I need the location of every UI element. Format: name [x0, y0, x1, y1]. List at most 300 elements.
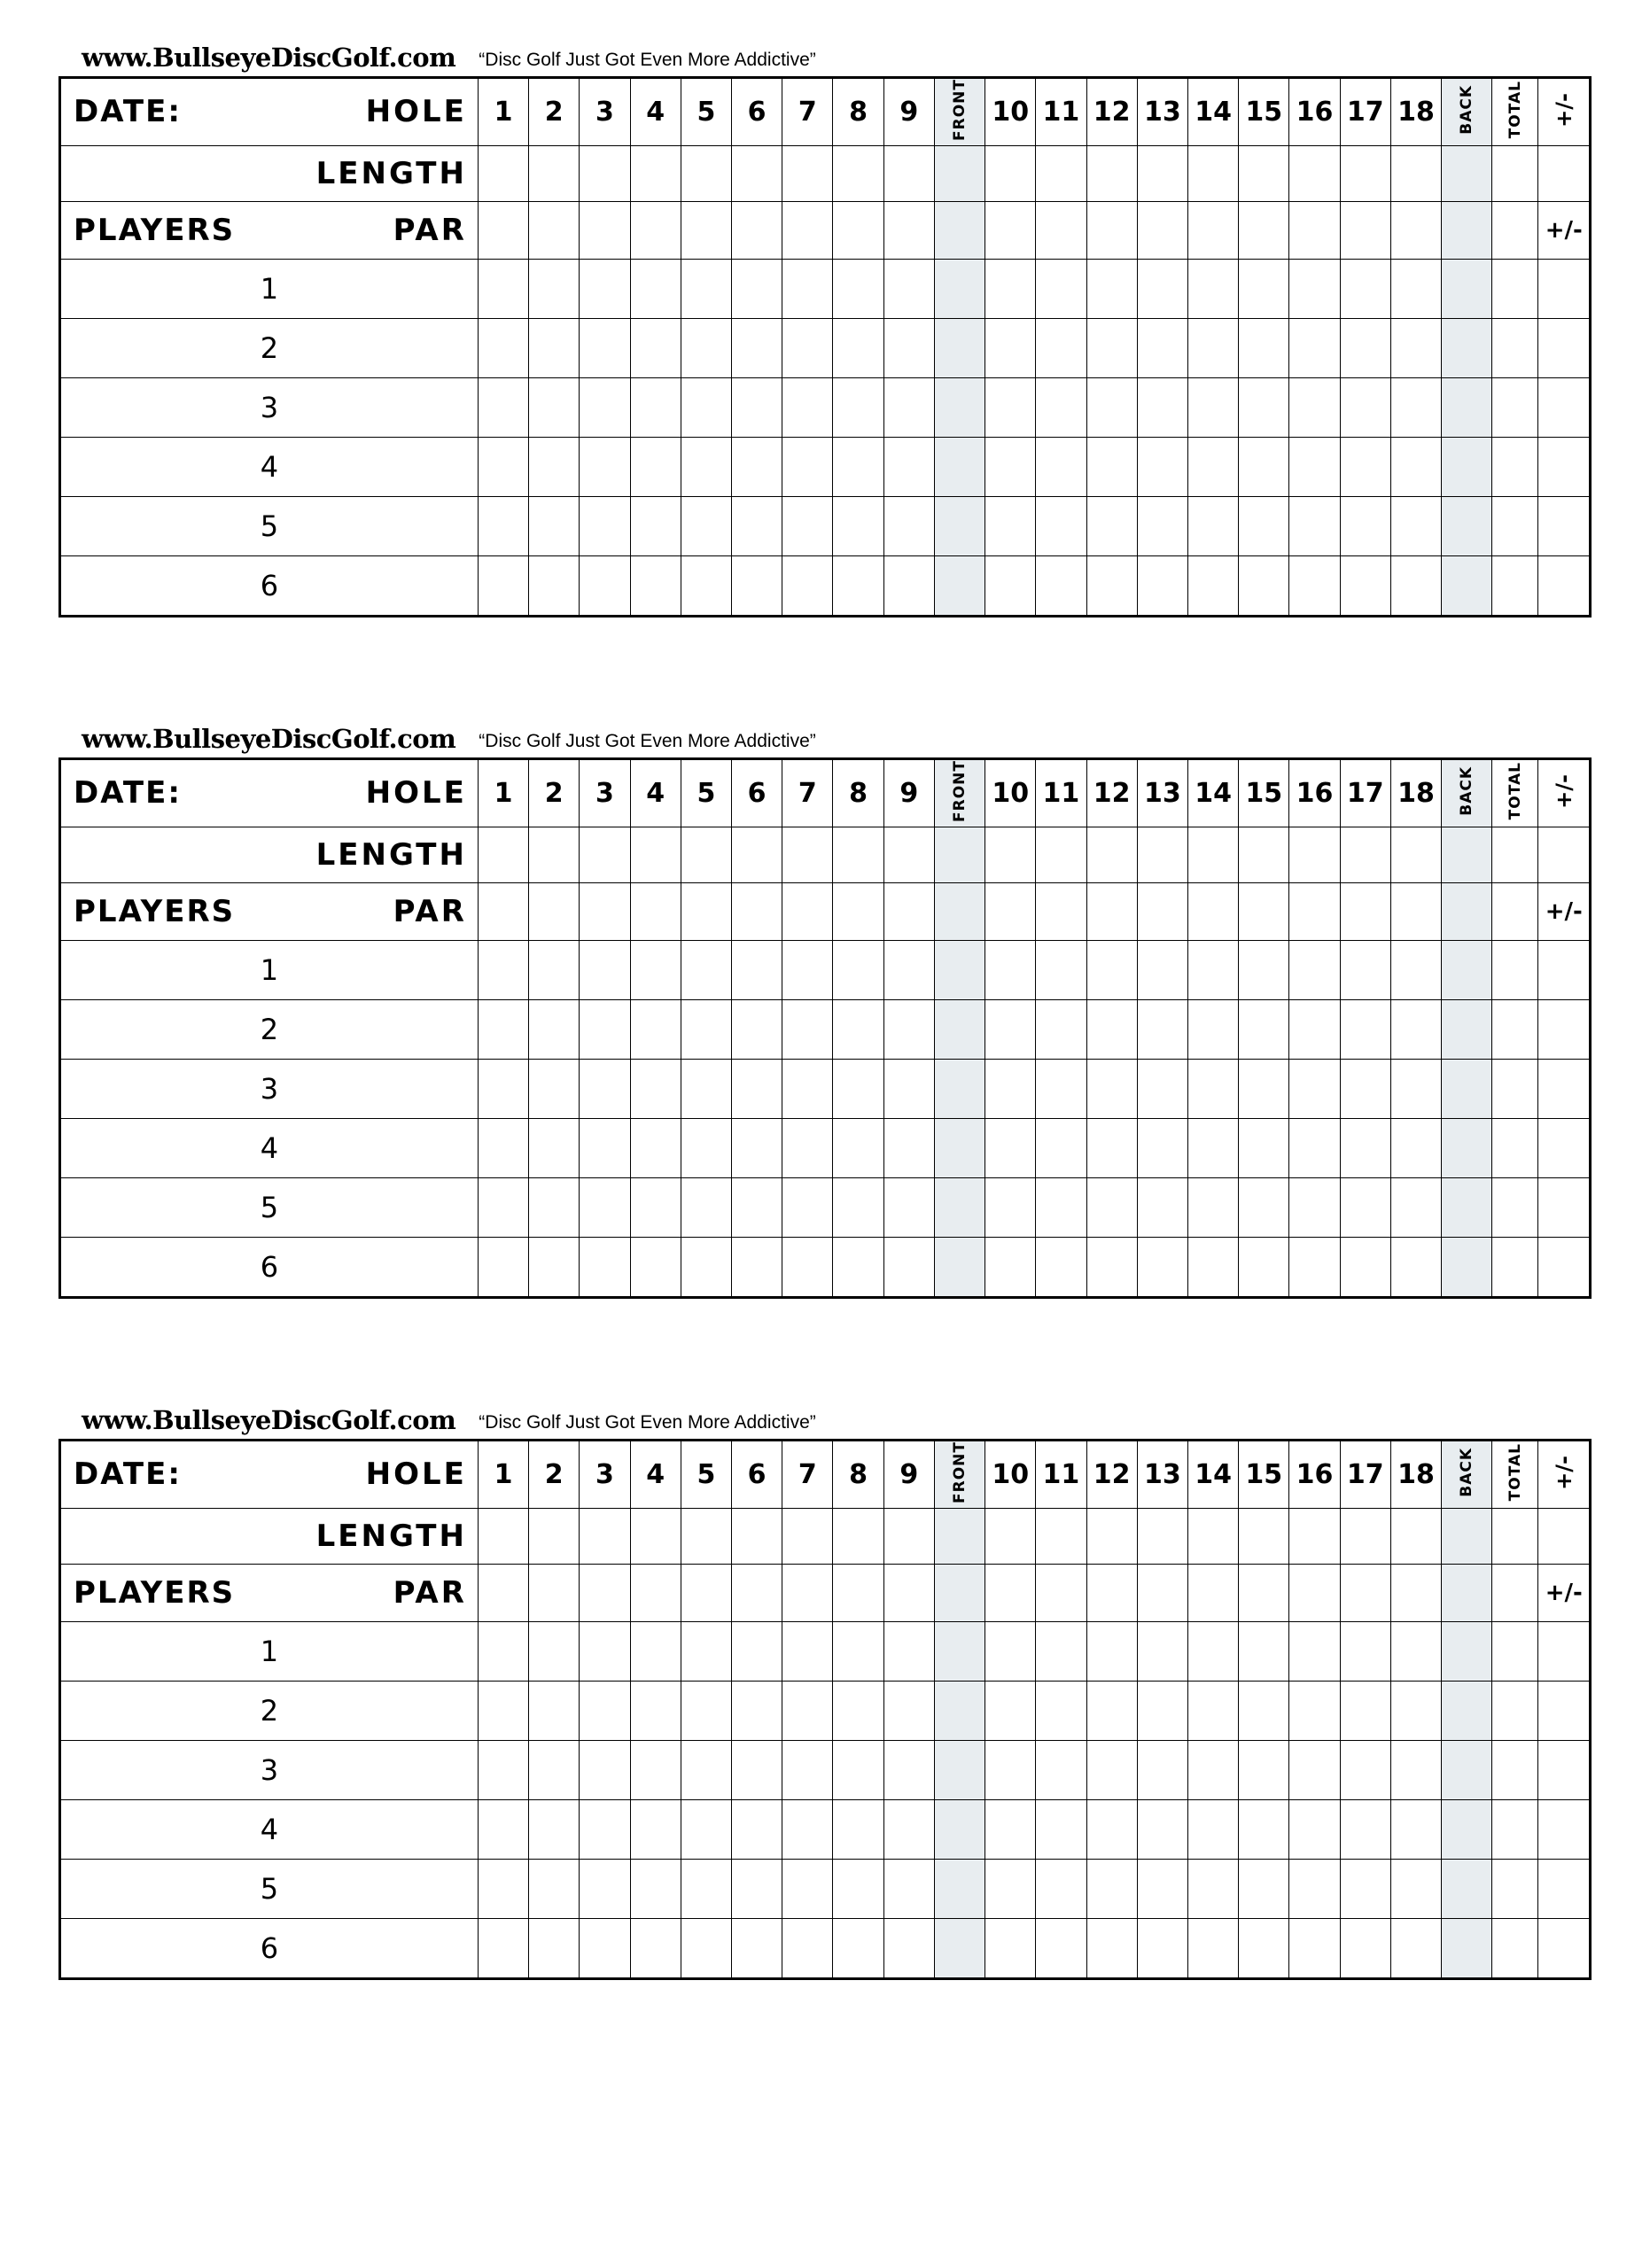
front-total-cell[interactable]: [934, 437, 985, 496]
score-cell[interactable]: [529, 1859, 580, 1918]
score-cell[interactable]: [1390, 999, 1441, 1059]
score-cell[interactable]: [580, 999, 630, 1059]
score-cell[interactable]: [1137, 940, 1187, 999]
length-cell[interactable]: [681, 145, 731, 201]
length-cell[interactable]: [1187, 145, 1238, 201]
back-total-cell[interactable]: [1442, 1059, 1492, 1118]
par-cell[interactable]: [732, 201, 782, 259]
front-total-cell[interactable]: [934, 1237, 985, 1297]
length-cell[interactable]: [1239, 1508, 1289, 1564]
length-cell[interactable]: [1340, 827, 1390, 882]
score-cell[interactable]: [985, 1740, 1036, 1799]
score-cell[interactable]: [1340, 1859, 1390, 1918]
length-cell[interactable]: [833, 1508, 883, 1564]
score-cell[interactable]: [782, 555, 833, 616]
back-total-cell[interactable]: [1442, 318, 1492, 377]
plus-minus-cell[interactable]: [1538, 1177, 1591, 1237]
front-total-cell[interactable]: [934, 1799, 985, 1859]
score-cell[interactable]: [1340, 999, 1390, 1059]
score-cell[interactable]: [1390, 259, 1441, 318]
score-cell[interactable]: [1390, 1621, 1441, 1681]
length-cell[interactable]: [1036, 1508, 1086, 1564]
score-cell[interactable]: [782, 1799, 833, 1859]
score-cell[interactable]: [1036, 318, 1086, 377]
score-cell[interactable]: [782, 1177, 833, 1237]
plus-minus-cell[interactable]: [1538, 377, 1591, 437]
length-cell[interactable]: [883, 145, 934, 201]
score-cell[interactable]: [1086, 1799, 1137, 1859]
score-cell[interactable]: [782, 1859, 833, 1918]
player-name-cell[interactable]: [478, 1118, 528, 1177]
score-cell[interactable]: [833, 437, 883, 496]
par-cell[interactable]: [1289, 1564, 1340, 1621]
score-cell[interactable]: [782, 496, 833, 555]
score-cell[interactable]: [985, 1799, 1036, 1859]
score-cell[interactable]: [1137, 259, 1187, 318]
score-cell[interactable]: [985, 259, 1036, 318]
score-cell[interactable]: [732, 940, 782, 999]
par-cell[interactable]: [1137, 1564, 1187, 1621]
back-total-cell[interactable]: [1442, 1799, 1492, 1859]
back-total-cell[interactable]: [1442, 437, 1492, 496]
score-cell[interactable]: [732, 318, 782, 377]
par-cell[interactable]: [1086, 1564, 1137, 1621]
player-name-cell[interactable]: [478, 1237, 528, 1297]
score-cell[interactable]: [681, 1918, 731, 1978]
total-cell[interactable]: [1492, 1918, 1538, 1978]
back-total-cell[interactable]: [1442, 1118, 1492, 1177]
length-total-cell[interactable]: [1492, 145, 1538, 201]
score-cell[interactable]: [1086, 496, 1137, 555]
score-cell[interactable]: [1289, 940, 1340, 999]
score-cell[interactable]: [1187, 1740, 1238, 1799]
score-cell[interactable]: [1036, 437, 1086, 496]
score-cell[interactable]: [1340, 1681, 1390, 1740]
par-cell[interactable]: [833, 1564, 883, 1621]
score-cell[interactable]: [1187, 259, 1238, 318]
front-total-cell[interactable]: [934, 1859, 985, 1918]
score-cell[interactable]: [782, 1681, 833, 1740]
front-total-cell[interactable]: [934, 940, 985, 999]
score-cell[interactable]: [1036, 259, 1086, 318]
score-cell[interactable]: [630, 1118, 681, 1177]
back-total-cell[interactable]: [1442, 496, 1492, 555]
score-cell[interactable]: [630, 259, 681, 318]
score-cell[interactable]: [1187, 1177, 1238, 1237]
score-cell[interactable]: [1239, 1059, 1289, 1118]
score-cell[interactable]: [1137, 1918, 1187, 1978]
score-cell[interactable]: [985, 1177, 1036, 1237]
score-cell[interactable]: [1036, 1918, 1086, 1978]
length-cell[interactable]: [630, 1508, 681, 1564]
score-cell[interactable]: [1137, 1740, 1187, 1799]
score-cell[interactable]: [630, 1621, 681, 1681]
total-cell[interactable]: [1492, 496, 1538, 555]
score-cell[interactable]: [1340, 555, 1390, 616]
score-cell[interactable]: [1187, 1799, 1238, 1859]
par-cell[interactable]: [782, 201, 833, 259]
length-cell[interactable]: [1137, 1508, 1187, 1564]
score-cell[interactable]: [1187, 1918, 1238, 1978]
score-cell[interactable]: [782, 437, 833, 496]
score-cell[interactable]: [1036, 1059, 1086, 1118]
par-total-cell[interactable]: [1492, 201, 1538, 259]
par-cell[interactable]: [681, 201, 731, 259]
score-cell[interactable]: [1390, 377, 1441, 437]
score-cell[interactable]: [1187, 1237, 1238, 1297]
score-cell[interactable]: [833, 1918, 883, 1978]
score-cell[interactable]: [883, 1621, 934, 1681]
score-cell[interactable]: [529, 1621, 580, 1681]
par-front-total-cell[interactable]: [934, 1564, 985, 1621]
length-cell[interactable]: [1036, 827, 1086, 882]
par-cell[interactable]: [1289, 882, 1340, 940]
score-cell[interactable]: [1239, 940, 1289, 999]
length-cell[interactable]: [883, 827, 934, 882]
length-plus-minus-cell[interactable]: [1538, 1508, 1591, 1564]
plus-minus-cell[interactable]: [1538, 940, 1591, 999]
length-cell[interactable]: [985, 145, 1036, 201]
length-cell[interactable]: [1086, 827, 1137, 882]
score-cell[interactable]: [1340, 496, 1390, 555]
front-total-cell[interactable]: [934, 377, 985, 437]
score-cell[interactable]: [1187, 496, 1238, 555]
length-front-total-cell[interactable]: [934, 145, 985, 201]
score-cell[interactable]: [580, 1681, 630, 1740]
total-cell[interactable]: [1492, 1740, 1538, 1799]
total-cell[interactable]: [1492, 940, 1538, 999]
score-cell[interactable]: [630, 1859, 681, 1918]
score-cell[interactable]: [681, 437, 731, 496]
score-cell[interactable]: [732, 1918, 782, 1978]
plus-minus-cell[interactable]: [1538, 259, 1591, 318]
score-cell[interactable]: [1239, 1621, 1289, 1681]
score-cell[interactable]: [1390, 496, 1441, 555]
score-cell[interactable]: [883, 437, 934, 496]
score-cell[interactable]: [681, 318, 731, 377]
score-cell[interactable]: [1390, 1177, 1441, 1237]
score-cell[interactable]: [732, 1621, 782, 1681]
score-cell[interactable]: [1239, 377, 1289, 437]
score-cell[interactable]: [630, 1918, 681, 1978]
back-total-cell[interactable]: [1442, 1918, 1492, 1978]
length-cell[interactable]: [1036, 145, 1086, 201]
par-cell[interactable]: [1086, 882, 1137, 940]
back-total-cell[interactable]: [1442, 1177, 1492, 1237]
score-cell[interactable]: [630, 437, 681, 496]
score-cell[interactable]: [580, 496, 630, 555]
back-total-cell[interactable]: [1442, 999, 1492, 1059]
par-cell[interactable]: [782, 882, 833, 940]
score-cell[interactable]: [732, 1859, 782, 1918]
score-cell[interactable]: [1086, 940, 1137, 999]
length-cell[interactable]: [681, 1508, 731, 1564]
score-cell[interactable]: [985, 999, 1036, 1059]
score-cell[interactable]: [1187, 1118, 1238, 1177]
score-cell[interactable]: [681, 259, 731, 318]
score-cell[interactable]: [1086, 1177, 1137, 1237]
score-cell[interactable]: [1187, 437, 1238, 496]
plus-minus-cell[interactable]: [1538, 1740, 1591, 1799]
back-total-cell[interactable]: [1442, 259, 1492, 318]
player-name-cell[interactable]: [478, 1681, 528, 1740]
score-cell[interactable]: [782, 1740, 833, 1799]
length-cell[interactable]: [1239, 145, 1289, 201]
score-cell[interactable]: [1036, 1799, 1086, 1859]
score-cell[interactable]: [1086, 259, 1137, 318]
par-cell[interactable]: [630, 882, 681, 940]
front-total-cell[interactable]: [934, 1681, 985, 1740]
score-cell[interactable]: [833, 1118, 883, 1177]
score-cell[interactable]: [1390, 940, 1441, 999]
score-cell[interactable]: [630, 496, 681, 555]
length-cell[interactable]: [732, 827, 782, 882]
plus-minus-cell[interactable]: [1538, 1118, 1591, 1177]
par-cell[interactable]: [985, 1564, 1036, 1621]
score-cell[interactable]: [1289, 1740, 1340, 1799]
score-cell[interactable]: [580, 555, 630, 616]
score-cell[interactable]: [1137, 1681, 1187, 1740]
back-total-cell[interactable]: [1442, 1237, 1492, 1297]
length-cell[interactable]: [529, 1508, 580, 1564]
total-cell[interactable]: [1492, 318, 1538, 377]
length-cell[interactable]: [681, 827, 731, 882]
score-cell[interactable]: [883, 1740, 934, 1799]
par-cell[interactable]: [529, 882, 580, 940]
player-name-cell[interactable]: [478, 496, 528, 555]
score-cell[interactable]: [630, 999, 681, 1059]
score-cell[interactable]: [1340, 437, 1390, 496]
score-cell[interactable]: [883, 555, 934, 616]
par-cell[interactable]: [1036, 1564, 1086, 1621]
par-total-cell[interactable]: [1492, 1564, 1538, 1621]
score-cell[interactable]: [1036, 1118, 1086, 1177]
score-cell[interactable]: [883, 1799, 934, 1859]
player-name-cell[interactable]: [478, 1799, 528, 1859]
player-name-cell[interactable]: [478, 1740, 528, 1799]
length-cell[interactable]: [1137, 827, 1187, 882]
score-cell[interactable]: [1239, 1681, 1289, 1740]
score-cell[interactable]: [1289, 1918, 1340, 1978]
score-cell[interactable]: [833, 318, 883, 377]
score-cell[interactable]: [1187, 1059, 1238, 1118]
length-cell[interactable]: [1289, 145, 1340, 201]
length-cell[interactable]: [1340, 145, 1390, 201]
score-cell[interactable]: [833, 1799, 883, 1859]
total-cell[interactable]: [1492, 1681, 1538, 1740]
length-cell[interactable]: [1340, 1508, 1390, 1564]
length-back-total-cell[interactable]: [1442, 1508, 1492, 1564]
player-name-cell[interactable]: [478, 318, 528, 377]
player-name-cell[interactable]: [478, 940, 528, 999]
score-cell[interactable]: [1086, 1621, 1137, 1681]
par-back-total-cell[interactable]: [1442, 882, 1492, 940]
score-cell[interactable]: [833, 940, 883, 999]
score-cell[interactable]: [985, 1118, 1036, 1177]
player-name-cell[interactable]: [478, 437, 528, 496]
score-cell[interactable]: [1086, 1681, 1137, 1740]
score-cell[interactable]: [1036, 1237, 1086, 1297]
par-cell[interactable]: [529, 201, 580, 259]
score-cell[interactable]: [1137, 999, 1187, 1059]
score-cell[interactable]: [1239, 318, 1289, 377]
par-front-total-cell[interactable]: [934, 882, 985, 940]
length-cell[interactable]: [478, 827, 528, 882]
score-cell[interactable]: [883, 1237, 934, 1297]
score-cell[interactable]: [529, 940, 580, 999]
score-cell[interactable]: [630, 555, 681, 616]
score-cell[interactable]: [1086, 1237, 1137, 1297]
score-cell[interactable]: [833, 259, 883, 318]
score-cell[interactable]: [1239, 259, 1289, 318]
score-cell[interactable]: [732, 999, 782, 1059]
length-cell[interactable]: [1187, 827, 1238, 882]
par-cell[interactable]: [883, 201, 934, 259]
par-cell[interactable]: [732, 882, 782, 940]
score-cell[interactable]: [1340, 1059, 1390, 1118]
score-cell[interactable]: [681, 1799, 731, 1859]
score-cell[interactable]: [1390, 1918, 1441, 1978]
score-cell[interactable]: [782, 1918, 833, 1978]
par-cell[interactable]: [580, 1564, 630, 1621]
score-cell[interactable]: [580, 1918, 630, 1978]
score-cell[interactable]: [580, 1059, 630, 1118]
score-cell[interactable]: [580, 1177, 630, 1237]
score-cell[interactable]: [1340, 1918, 1390, 1978]
score-cell[interactable]: [883, 999, 934, 1059]
score-cell[interactable]: [1289, 318, 1340, 377]
score-cell[interactable]: [529, 555, 580, 616]
length-cell[interactable]: [1289, 827, 1340, 882]
total-cell[interactable]: [1492, 1237, 1538, 1297]
par-cell[interactable]: [883, 882, 934, 940]
score-cell[interactable]: [1340, 377, 1390, 437]
score-cell[interactable]: [580, 940, 630, 999]
par-total-cell[interactable]: [1492, 882, 1538, 940]
par-cell[interactable]: [1137, 882, 1187, 940]
par-cell[interactable]: [478, 201, 528, 259]
score-cell[interactable]: [529, 318, 580, 377]
score-cell[interactable]: [732, 437, 782, 496]
score-cell[interactable]: [580, 1740, 630, 1799]
par-cell[interactable]: [1239, 882, 1289, 940]
par-cell[interactable]: [478, 882, 528, 940]
score-cell[interactable]: [1390, 437, 1441, 496]
score-cell[interactable]: [630, 1740, 681, 1799]
score-cell[interactable]: [1340, 1177, 1390, 1237]
score-cell[interactable]: [782, 377, 833, 437]
plus-minus-cell[interactable]: [1538, 318, 1591, 377]
score-cell[interactable]: [1289, 1799, 1340, 1859]
score-cell[interactable]: [529, 1799, 580, 1859]
plus-minus-cell[interactable]: [1538, 999, 1591, 1059]
par-cell[interactable]: [630, 201, 681, 259]
length-front-total-cell[interactable]: [934, 1508, 985, 1564]
score-cell[interactable]: [732, 1237, 782, 1297]
score-cell[interactable]: [681, 999, 731, 1059]
score-cell[interactable]: [985, 555, 1036, 616]
length-cell[interactable]: [1390, 145, 1441, 201]
back-total-cell[interactable]: [1442, 1621, 1492, 1681]
length-cell[interactable]: [1086, 145, 1137, 201]
score-cell[interactable]: [1086, 377, 1137, 437]
front-total-cell[interactable]: [934, 496, 985, 555]
score-cell[interactable]: [1086, 1118, 1137, 1177]
score-cell[interactable]: [1390, 1237, 1441, 1297]
score-cell[interactable]: [529, 1237, 580, 1297]
score-cell[interactable]: [681, 1237, 731, 1297]
score-cell[interactable]: [732, 1799, 782, 1859]
score-cell[interactable]: [630, 940, 681, 999]
score-cell[interactable]: [1239, 999, 1289, 1059]
length-cell[interactable]: [529, 827, 580, 882]
par-cell[interactable]: [833, 882, 883, 940]
score-cell[interactable]: [630, 1237, 681, 1297]
score-cell[interactable]: [681, 555, 731, 616]
length-cell[interactable]: [985, 827, 1036, 882]
score-cell[interactable]: [1390, 1799, 1441, 1859]
score-cell[interactable]: [1390, 555, 1441, 616]
back-total-cell[interactable]: [1442, 1681, 1492, 1740]
par-cell[interactable]: [1086, 201, 1137, 259]
score-cell[interactable]: [1289, 1177, 1340, 1237]
par-cell[interactable]: [985, 882, 1036, 940]
length-cell[interactable]: [833, 827, 883, 882]
score-cell[interactable]: [1137, 555, 1187, 616]
back-total-cell[interactable]: [1442, 1740, 1492, 1799]
score-cell[interactable]: [1086, 318, 1137, 377]
back-total-cell[interactable]: [1442, 377, 1492, 437]
score-cell[interactable]: [580, 1799, 630, 1859]
player-name-cell[interactable]: [478, 1621, 528, 1681]
score-cell[interactable]: [1036, 555, 1086, 616]
score-cell[interactable]: [580, 318, 630, 377]
front-total-cell[interactable]: [934, 1621, 985, 1681]
score-cell[interactable]: [1187, 318, 1238, 377]
total-cell[interactable]: [1492, 259, 1538, 318]
par-cell[interactable]: [1187, 201, 1238, 259]
score-cell[interactable]: [1239, 437, 1289, 496]
par-cell[interactable]: [1187, 882, 1238, 940]
back-total-cell[interactable]: [1442, 940, 1492, 999]
player-name-cell[interactable]: [478, 999, 528, 1059]
score-cell[interactable]: [985, 1621, 1036, 1681]
plus-minus-cell[interactable]: [1538, 1059, 1591, 1118]
score-cell[interactable]: [1289, 555, 1340, 616]
player-name-cell[interactable]: [478, 1918, 528, 1978]
score-cell[interactable]: [1137, 1237, 1187, 1297]
length-front-total-cell[interactable]: [934, 827, 985, 882]
length-cell[interactable]: [630, 145, 681, 201]
length-cell[interactable]: [580, 145, 630, 201]
length-total-cell[interactable]: [1492, 1508, 1538, 1564]
score-cell[interactable]: [1239, 1859, 1289, 1918]
score-cell[interactable]: [985, 940, 1036, 999]
front-total-cell[interactable]: [934, 1740, 985, 1799]
score-cell[interactable]: [630, 1799, 681, 1859]
length-cell[interactable]: [1239, 827, 1289, 882]
score-cell[interactable]: [1086, 1059, 1137, 1118]
length-plus-minus-cell[interactable]: [1538, 145, 1591, 201]
score-cell[interactable]: [1086, 437, 1137, 496]
length-cell[interactable]: [580, 827, 630, 882]
plus-minus-cell[interactable]: [1538, 1859, 1591, 1918]
score-cell[interactable]: [985, 318, 1036, 377]
par-cell[interactable]: [1036, 882, 1086, 940]
par-cell[interactable]: [1340, 882, 1390, 940]
length-back-total-cell[interactable]: [1442, 145, 1492, 201]
score-cell[interactable]: [1239, 1918, 1289, 1978]
